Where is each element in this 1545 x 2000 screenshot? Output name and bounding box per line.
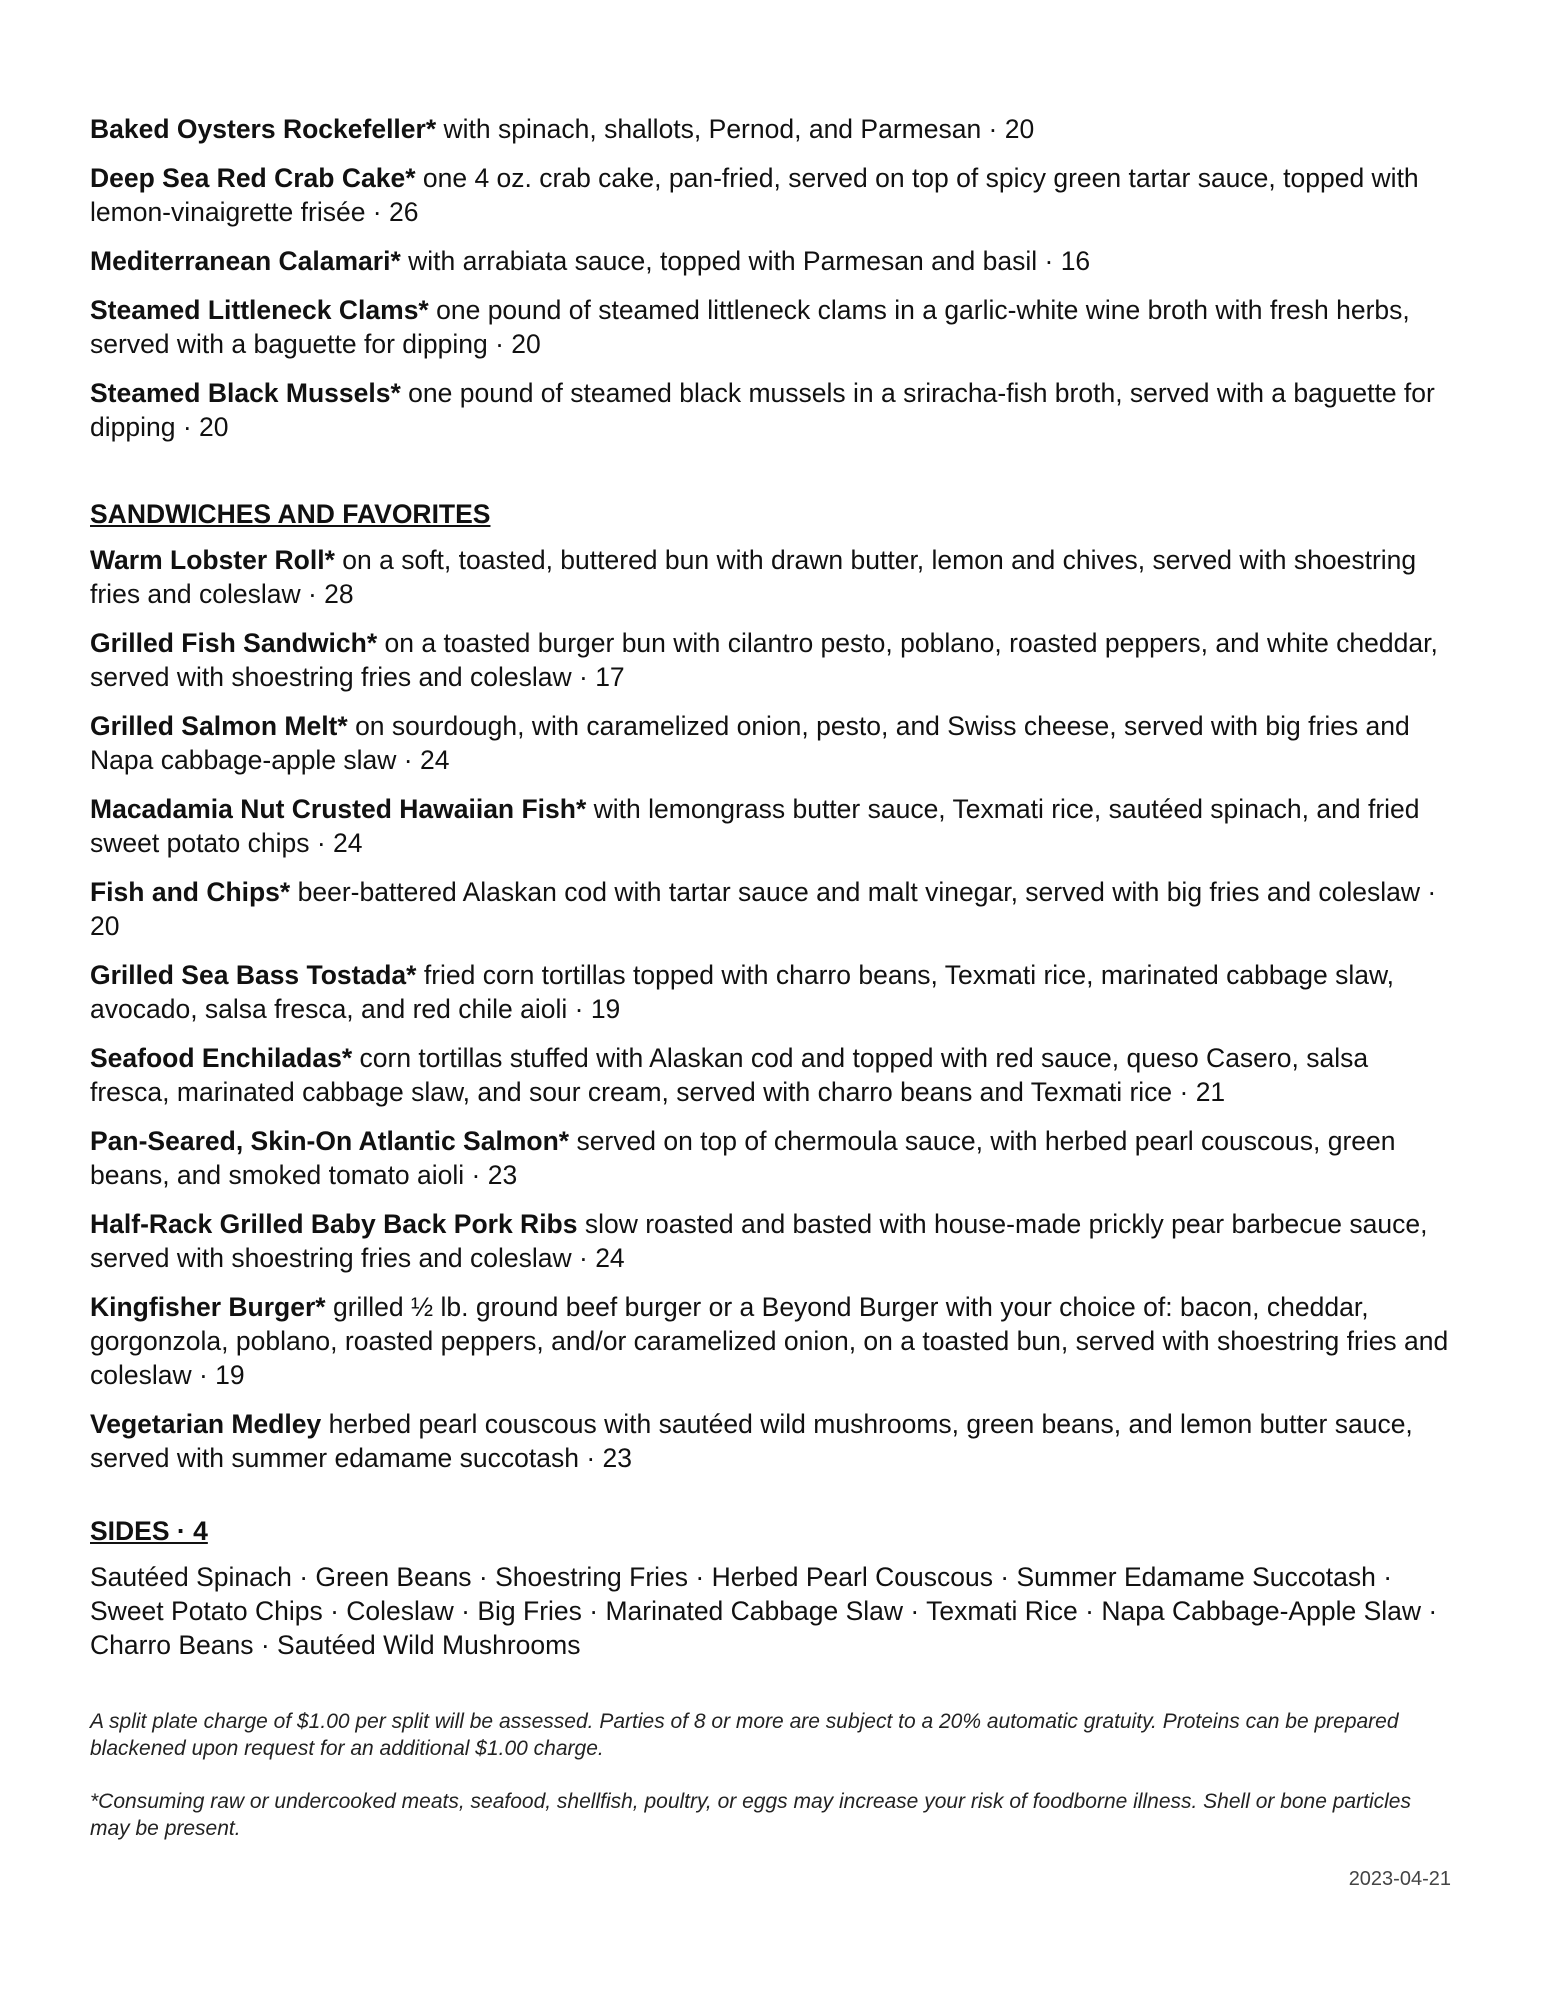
item-name: Macadamia Nut Crusted Hawaiian Fish* xyxy=(90,794,587,824)
menu-item xyxy=(90,875,1450,943)
item-name: Vegetarian Medley xyxy=(90,1409,322,1439)
menu-item xyxy=(90,112,1450,146)
item-description: on a soft, toasted, buttered bun with drawn butter, lemon and chives, served with shoestring fries and coleslaw · 28 xyxy=(90,545,1417,609)
menu-item xyxy=(90,626,1450,694)
menu-item xyxy=(90,1041,1450,1109)
footnotes xyxy=(90,1708,1450,1842)
item-name: Steamed Black Mussels* xyxy=(90,378,401,408)
item-description: corn tortillas stuffed with Alaskan cod and topped with red sauce, queso Casero, salsa fresca, marinated cabbage slaw, and sour cream, served with charro beans and Texmati rice · 21 xyxy=(90,1043,1369,1107)
menu-item xyxy=(90,1407,1450,1475)
menu-item xyxy=(90,1290,1450,1392)
item-description: on a toasted burger bun with cilantro pesto, poblano, roasted peppers, and white cheddar, served with shoestring fries and coleslaw · 17 xyxy=(90,628,1438,692)
item-description: on sourdough, with caramelized onion, pesto, and Swiss cheese, served with big fries and Napa cabbage-apple slaw · 24 xyxy=(90,711,1410,775)
item-description: grilled ½ lb. ground beef burger or a Beyond Burger with your choice of: bacon, cheddar, gorgonzola, poblano, roasted peppers, and/or caramelized onion, on a toasted bun, served with shoestring fries and coleslaw · 19 xyxy=(90,1292,1449,1390)
sides-list: Sautéed Spinach · Green Beans · Shoestring Fries · Herbed Pearl Couscous · Summer Edamame Succotash · Sweet Potato Chips · Coleslaw · Big Fries · Marinated Cabbage Slaw · Texmati Rice · Napa Cabbage-Apple Slaw · Charro Beans · Sautéed Wild Mushrooms xyxy=(90,1562,1438,1660)
sandwiches-section xyxy=(90,497,1450,1475)
item-description: with arrabiata sauce, topped with Parmesan and basil · 16 xyxy=(400,246,1091,276)
menu-item xyxy=(90,161,1450,229)
menu-item xyxy=(90,792,1450,860)
item-name: Half-Rack Grilled Baby Back Pork Ribs xyxy=(90,1209,578,1239)
menu-date: 2023-04-21 xyxy=(1348,1868,1451,1890)
item-description: herbed pearl couscous with sautéed wild mushrooms, green beans, and lemon butter sauce, served with summer edamame succotash · 23 xyxy=(90,1409,1413,1473)
item-name: Seafood Enchiladas* xyxy=(90,1043,353,1073)
menu-item xyxy=(90,709,1450,777)
item-name: Warm Lobster Roll* xyxy=(90,545,335,575)
menu-item xyxy=(90,1124,1450,1192)
item-description: one pound of steamed black mussels in a sriracha-fish broth, served with a baguette for dipping · 20 xyxy=(90,378,1435,442)
item-description: slow roasted and basted with house-made prickly pear barbecue sauce, served with shoestring fries and coleslaw · 24 xyxy=(90,1209,1428,1273)
menu-item xyxy=(90,958,1450,1026)
item-name: Deep Sea Red Crab Cake* xyxy=(90,163,416,193)
item-name: Kingfisher Burger* xyxy=(90,1292,326,1322)
menu-page xyxy=(90,112,1450,1868)
item-name: Grilled Fish Sandwich* xyxy=(90,628,378,658)
consumer-warning-note: *Consuming raw or undercooked meats, seafood, shellfish, poultry, or eggs may increase your risk of foodborne illness. Shell or bone particles may be present. xyxy=(90,1790,1411,1840)
item-name: Fish and Chips* xyxy=(90,877,291,907)
item-name: Pan-Seared, Skin-On Atlantic Salmon* xyxy=(90,1126,570,1156)
item-description: one pound of steamed littleneck clams in a garlic-white wine broth with fresh herbs, served with a baguette for dipping · 20 xyxy=(90,295,1410,359)
item-name: Grilled Salmon Melt* xyxy=(90,711,348,741)
menu-item xyxy=(90,1207,1450,1275)
item-description: fried corn tortillas topped with charro beans, Texmati rice, marinated cabbage slaw, avocado, salsa fresca, and red chile aioli · 19 xyxy=(90,960,1395,1024)
split-charge-note: A split plate charge of $1.00 per split will be assessed. Parties of 8 or more are subject to a 20% automatic gratuity. Proteins can be prepared blackened upon request for an additional $1.00 charge. xyxy=(90,1710,1399,1760)
menu-item xyxy=(90,244,1450,278)
appetizers-list xyxy=(90,112,1450,444)
sides-section xyxy=(90,1514,1450,1662)
item-description: one 4 oz. crab cake, pan-fried, served on top of spicy green tartar sauce, topped with lemon-vinaigrette frisée · 26 xyxy=(90,163,1419,227)
item-name: Grilled Sea Bass Tostada* xyxy=(90,960,417,990)
item-description: with lemongrass butter sauce, Texmati rice, sautéed spinach, and fried sweet potato chips · 24 xyxy=(90,794,1420,858)
item-name: Steamed Littleneck Clams* xyxy=(90,295,429,325)
menu-item xyxy=(90,293,1450,361)
item-description: with spinach, shallots, Pernod, and Parmesan · 20 xyxy=(436,114,1035,144)
section-title-sides: SIDES · 4 xyxy=(90,1516,208,1546)
menu-item xyxy=(90,376,1450,444)
section-title-sandwiches: SANDWICHES AND FAVORITES xyxy=(90,499,491,529)
item-name: Baked Oysters Rockefeller* xyxy=(90,114,437,144)
menu-item xyxy=(90,543,1450,611)
item-name: Mediterranean Calamari* xyxy=(90,246,401,276)
item-description: beer-battered Alaskan cod with tartar sauce and malt vinegar, served with big fries and coleslaw · 20 xyxy=(90,877,1437,941)
item-description: served on top of chermoula sauce, with herbed pearl couscous, green beans, and smoked tomato aioli · 23 xyxy=(90,1126,1396,1190)
